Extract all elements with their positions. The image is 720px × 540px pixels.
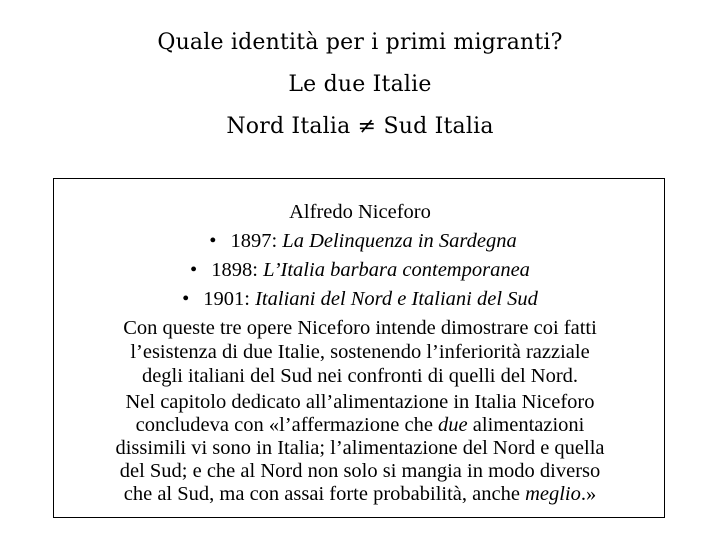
text-segment: alimentazioni [467,414,585,436]
text-segment: concludeva con «l’affermazione che [135,414,439,436]
title-north-vs-south: Nord Italia ≠ Sud Italia [226,114,494,139]
title-two-italies: Le due Italie [288,72,432,97]
author-name: Alfredo Niceforo [289,201,431,223]
title-question: Quale identità per i primi migranti? [157,30,563,55]
text-segment: che al Sud, ma con assai forte probabilità, anche [123,483,526,505]
paragraph-2-line-5 [0,482,720,506]
emphasis-due: due [438,414,468,436]
paragraph-1-line-1: Con queste tre opere Niceforo intende dimostrare coi fatti [123,317,597,339]
work-title: Italiani del Nord e Italiani del Sud [255,288,538,310]
paragraph-2-line-3: dissimili vi sono in Italia; l’alimentazione del Nord e quella [115,437,605,459]
work-title: La Delinquenza in Sardegna [282,230,517,252]
work-year: 1897: [230,230,278,252]
paragraph-2-line-4: del Sud; e che al Nord non solo si mangia in modo diverso [119,460,601,482]
work-item-1897 [3,229,720,253]
work-title: L’Italia barbara contemporanea [263,259,530,281]
paragraph-2-line-2 [0,413,720,437]
work-item-1898 [0,258,720,282]
paragraph-1-line-3: degli italiani del Sud nei confronti di quelli del Nord. [141,365,579,387]
text-segment: .» [580,483,597,505]
emphasis-meglio: meglio [525,483,581,505]
paragraph-1-line-2: l’esistenza di due Italie, sostenendo l’inferiorità razziale [130,341,590,363]
bullet-icon: • [209,230,217,252]
paragraph-2-line-1: Nel capitolo dedicato all’alimentazione in Italia Niceforo [125,391,595,413]
work-item-1901 [0,287,720,311]
bullet-icon: • [182,288,190,310]
bullet-icon: • [190,259,198,281]
work-year: 1898: [211,259,258,281]
work-year: 1901: [203,288,250,310]
